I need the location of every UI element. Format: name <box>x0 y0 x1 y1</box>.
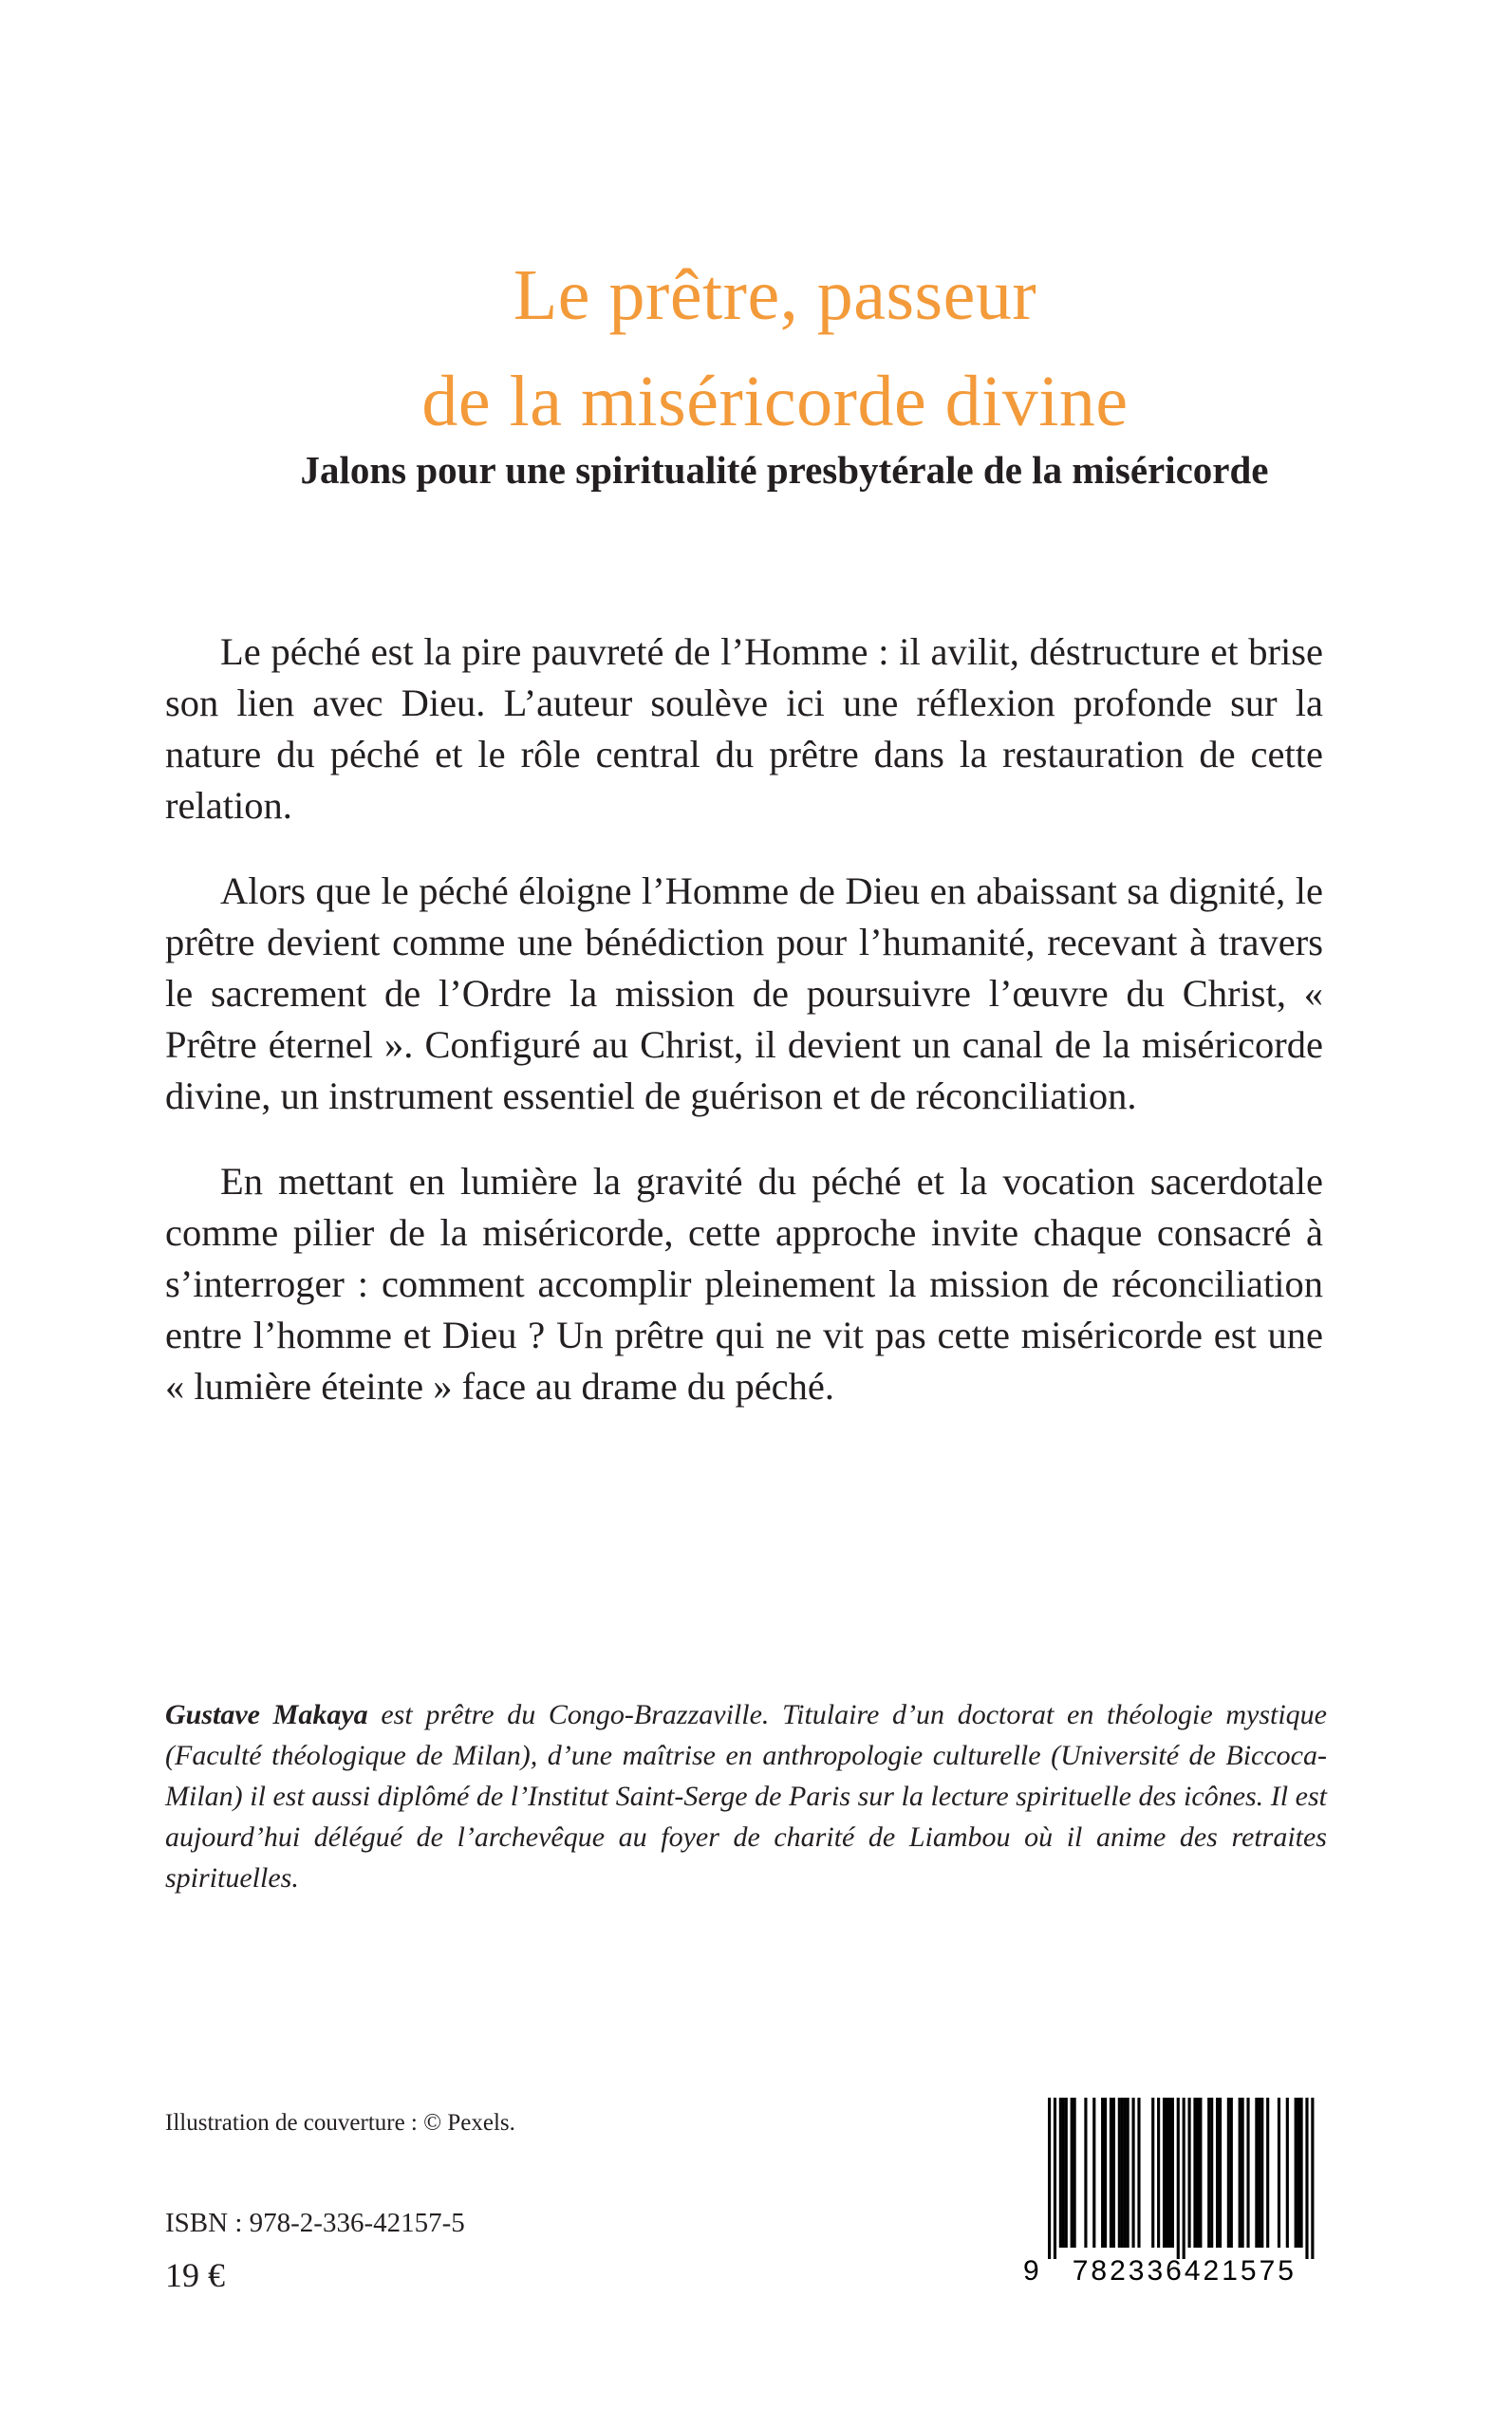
barcode-bar <box>1168 2098 1171 2248</box>
barcode-bar <box>1196 2098 1199 2248</box>
barcode-bars <box>1023 2098 1322 2259</box>
author-name: Gustave Makaya <box>165 1699 368 1730</box>
barcode-bar <box>1258 2098 1260 2248</box>
isbn: ISBN : 978-2-336-42157-5 <box>165 2208 465 2238</box>
barcode-bar <box>1177 2098 1180 2259</box>
barcode-bar <box>1297 2098 1300 2248</box>
barcode-bar <box>1227 2098 1230 2248</box>
barcode-bar <box>1062 2098 1065 2248</box>
barcode-first-digit: 9 <box>1023 2255 1041 2287</box>
barcode-bar <box>1048 2098 1051 2259</box>
barcode-bar <box>1210 2098 1213 2248</box>
barcode-bar <box>1183 2098 1185 2259</box>
blurb-paragraph-1: Le péché est la pire pauvreté de l’Homme : il avilit, déstructure et brise son lien avec Dieu. L’auteur soulève ici une réflexion profonde sur la nature du péché et le rôle central du prêtre dans la restauration de cette relation. <box>165 630 1323 827</box>
barcode <box>1023 2098 1322 2288</box>
barcode-bar <box>1137 2098 1140 2248</box>
barcode-number: 782336421575 <box>1072 2255 1297 2287</box>
barcode-bar <box>1112 2098 1115 2248</box>
barcode-bar <box>1239 2098 1241 2248</box>
barcode-bar <box>1311 2098 1314 2259</box>
barcode-bar <box>1199 2098 1202 2248</box>
barcode-bar <box>1132 2098 1135 2248</box>
barcode-bar <box>1073 2098 1076 2248</box>
barcode-bar <box>1300 2098 1303 2248</box>
barcode-bar <box>1121 2098 1124 2248</box>
book-title <box>0 242 1512 455</box>
barcode-bar <box>1151 2098 1154 2248</box>
author-bio-text: est prêtre du Congo-Brazzaville. Titulaire d’un doctorat en théologie mystique (Faculté théologique de Milan), d’une maîtrise en anthropologie culturelle (Université de Biccoca-Milan) il est aussi diplômé de l’Institut Saint-Serge de Paris sur la lecture spirituelle des icônes. Il est aujourd’hui délégué de l’archevêque au foyer de charité de Liambou où il anime des retraites spirituelles. <box>165 1699 1327 1894</box>
barcode-bar <box>1246 2098 1249 2248</box>
barcode-bar <box>1059 2098 1062 2248</box>
barcode-bar <box>1193 2098 1196 2248</box>
barcode-bar <box>1216 2098 1219 2248</box>
barcode-bar <box>1084 2098 1087 2248</box>
illustration-credit: Illustration de couverture : © Pexels. <box>165 2110 515 2136</box>
barcode-bar <box>1065 2098 1068 2248</box>
barcode-bar <box>1171 2098 1174 2248</box>
barcode-bar <box>1124 2098 1127 2248</box>
barcode-bar <box>1188 2098 1191 2248</box>
barcode-bar <box>1157 2098 1160 2248</box>
barcode-bar <box>1166 2098 1168 2248</box>
barcode-bar <box>1118 2098 1121 2248</box>
barcode-bar <box>1230 2098 1233 2248</box>
barcode-bar <box>1071 2098 1073 2248</box>
barcode-bar <box>1163 2098 1166 2248</box>
barcode-bar <box>1101 2098 1104 2248</box>
book-title-line-2: de la miséricorde divine <box>421 362 1129 441</box>
price: 19 € <box>165 2256 225 2294</box>
barcode-bar <box>1054 2098 1056 2259</box>
barcode-bar <box>1219 2098 1222 2248</box>
book-title-line-1: Le prêtre, passeur <box>513 255 1037 335</box>
blurb <box>165 626 1323 1447</box>
barcode-bar <box>1092 2098 1095 2248</box>
barcode-bar <box>1127 2098 1129 2248</box>
barcode-bar <box>1207 2098 1210 2248</box>
barcode-bar <box>1266 2098 1269 2248</box>
author-bio <box>165 1694 1327 1898</box>
barcode-bar <box>1278 2098 1280 2248</box>
barcode-bar <box>1110 2098 1112 2248</box>
barcode-bar <box>1260 2098 1263 2248</box>
book-subtitle: Jalons pour une spiritualité presbytérale de la miséricorde <box>300 448 1269 492</box>
barcode-digits <box>1023 2254 1322 2288</box>
barcode-bar <box>1241 2098 1244 2248</box>
barcode-bar <box>1255 2098 1258 2248</box>
barcode-bar <box>1295 2098 1297 2248</box>
barcode-bar <box>1104 2098 1107 2248</box>
blurb-paragraph-2: Alors que le péché éloigne l’Homme de Dieu en abaissant sa dignité, le prêtre devient comme une bénédiction pour l’humanité, recevant à travers le sacrement de l’Ordre la mission de poursuivre l’œuvre du Christ, « Prêtre éternel ». Configuré au Christ, il devient un canal de la miséricorde divine, un instrument essentiel de guérison et de réconciliation. <box>165 869 1323 1117</box>
blurb-paragraph-3: En mettant en lumière la gravité du péché et la vocation sacerdotale comme pilier de la miséricorde, cette approche invite chaque consacré à s’interroger : comment accomplir pleinement la mission de réconciliation entre l’homme et Dieu ? Un prêtre qui ne vit pas cette miséricorde est une « lumière éteinte » face au drame du péché. <box>165 1160 1323 1408</box>
barcode-bar <box>1286 2098 1289 2248</box>
barcode-bar <box>1305 2098 1308 2259</box>
